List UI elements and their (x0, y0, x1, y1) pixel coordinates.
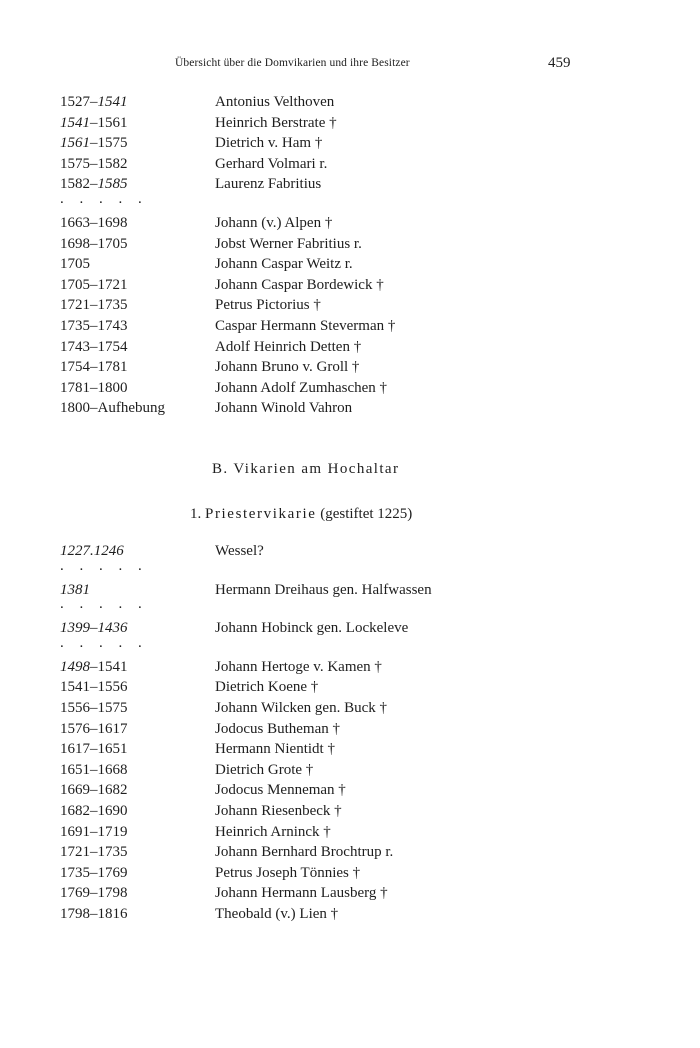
page-header (0, 57, 700, 75)
ellipsis-gap (60, 596, 620, 618)
tenure-dates: 1691–1719 (60, 823, 128, 840)
list-item (60, 883, 620, 904)
tenure-dates: 1498–1541 (60, 658, 128, 675)
list-item (60, 801, 620, 822)
running-title: Übersicht über die Domvikarien und ihre Besitzer (175, 57, 410, 69)
vicar-name: Dietrich Grote † (215, 761, 314, 778)
list-item (60, 719, 620, 740)
vicar-name: Jodocus Butheman † (215, 720, 340, 737)
ellipsis-dots: . . . . . (60, 190, 148, 207)
ellipsis-gap (60, 557, 620, 580)
list-item (60, 113, 620, 134)
list-item (60, 904, 620, 925)
tenure-dates: 1682–1690 (60, 802, 128, 819)
vicar-name: Johann Winold Vahron (215, 400, 353, 417)
vicar-list-a (60, 92, 620, 419)
sub-heading (190, 506, 412, 523)
vicar-name: Dietrich Koene † (215, 679, 319, 696)
tenure-dates: 1663–1698 (60, 214, 128, 231)
tenure-dates: 1541–1556 (60, 679, 128, 696)
tenure-dates: 1576–1617 (60, 720, 128, 737)
vicar-name: Heinrich Arninck † (215, 823, 331, 840)
tenure-dates: 1735–1743 (60, 317, 128, 334)
vicar-name: Johann Riesenbeck † (215, 802, 342, 819)
vicar-name: Dietrich v. Ham † (215, 135, 323, 152)
tenure-dates: 1541–1561 (60, 114, 128, 131)
vicar-name: Adolf Heinrich Detten † (215, 338, 362, 355)
section-heading: B. Vikarien am Hochaltar (212, 461, 400, 477)
vicar-name: Theobald (v.) Lien † (215, 905, 339, 922)
vicar-name: Johann Caspar Bordewick † (215, 276, 384, 293)
tenure-dates: 1651–1668 (60, 761, 128, 778)
list-item (60, 234, 620, 255)
list-item (60, 698, 620, 719)
vicar-name: Johann Wilcken gen. Buck † (215, 699, 388, 716)
tenure-dates: 1381 (60, 581, 90, 598)
page-number: 459 (548, 55, 571, 71)
tenure-dates: 1754–1781 (60, 359, 128, 376)
list-item (60, 154, 620, 175)
list-item (60, 378, 620, 399)
vicar-name: Johann Bruno v. Groll † (215, 359, 360, 376)
tenure-dates: 1769–1798 (60, 885, 128, 902)
vicar-name: Hermann Nientidt † (215, 741, 335, 758)
vicar-list-b (60, 541, 620, 925)
tenure-dates: 1705 (60, 256, 90, 273)
list-item (60, 254, 620, 275)
sub-heading-number: 1. (190, 506, 202, 522)
list-item (60, 842, 620, 863)
vicar-name: Wessel? (215, 543, 264, 559)
vicar-name: Johann Adolf Zumhaschen † (215, 379, 388, 396)
list-item (60, 657, 620, 678)
vicar-name: Petrus Joseph Tönnies † (215, 864, 361, 881)
tenure-dates: 1735–1769 (60, 864, 128, 881)
list-item (60, 822, 620, 843)
list-item (60, 760, 620, 781)
tenure-dates: 1781–1800 (60, 379, 128, 396)
tenure-dates: 1561–1575 (60, 135, 128, 152)
vicar-name: Antonius Velthoven (215, 94, 335, 110)
tenure-dates: 1721–1735 (60, 844, 128, 861)
vicar-name: Johann Hobinck gen. Lockeleve (215, 620, 409, 637)
ellipsis-gap (60, 190, 620, 213)
list-item (60, 739, 620, 760)
vicar-name: Jobst Werner Fabritius r. (215, 235, 362, 252)
ellipsis-gap (60, 634, 620, 657)
list-item (60, 213, 620, 234)
sub-heading-title: Priestervikarie (205, 506, 317, 522)
tenure-dates: 1743–1754 (60, 338, 128, 355)
list-item (60, 295, 620, 316)
list-item (60, 398, 620, 419)
tenure-dates: 1227.1246 (60, 543, 124, 559)
ellipsis-dots: . . . . . (60, 634, 148, 651)
tenure-dates: 1721–1735 (60, 297, 128, 314)
tenure-dates: 1798–1816 (60, 905, 128, 922)
vicar-name: Johann (v.) Alpen † (215, 214, 333, 231)
vicar-name: Johann Caspar Weitz r. (215, 256, 353, 273)
vicar-name: Johann Bernhard Brochtrup r. (215, 844, 394, 861)
list-item (60, 337, 620, 358)
tenure-dates: 1705–1721 (60, 276, 128, 293)
tenure-dates: 1556–1575 (60, 699, 128, 716)
list-item (60, 863, 620, 884)
tenure-dates: 1617–1651 (60, 741, 128, 758)
list-item (60, 677, 620, 698)
tenure-dates: 1527–1541 (60, 94, 128, 110)
vicar-name: Caspar Hermann Steverman † (215, 317, 396, 334)
list-item (60, 275, 620, 296)
list-item (60, 357, 620, 378)
vicar-name: Laurenz Fabritius (215, 176, 322, 193)
vicar-name: Heinrich Berstrate † (215, 114, 337, 131)
vicar-name: Petrus Pictorius † (215, 297, 321, 314)
tenure-dates: 1698–1705 (60, 235, 128, 252)
tenure-dates: 1800–Aufhebung (60, 400, 165, 417)
tenure-dates: 1582–1585 (60, 176, 128, 193)
vicar-name: Hermann Dreihaus gen. Halfwassen (215, 581, 432, 598)
list-item (60, 316, 620, 337)
ellipsis-dots: . . . . . (60, 557, 148, 574)
list-item (60, 92, 620, 113)
list-item (60, 133, 620, 154)
vicar-name: Jodocus Menneman † (215, 782, 346, 799)
vicar-name: Johann Hermann Lausberg † (215, 885, 388, 902)
sub-heading-note: (gestiftet 1225) (320, 506, 413, 522)
tenure-dates: 1669–1682 (60, 782, 128, 799)
vicar-name: Gerhard Volmari r. (215, 155, 328, 172)
tenure-dates: 1399–1436 (60, 620, 128, 637)
vicar-name: Johann Hertoge v. Kamen † (215, 658, 382, 675)
ellipsis-dots: . . . . . (60, 596, 148, 613)
list-item (60, 780, 620, 801)
tenure-dates: 1575–1582 (60, 155, 128, 172)
